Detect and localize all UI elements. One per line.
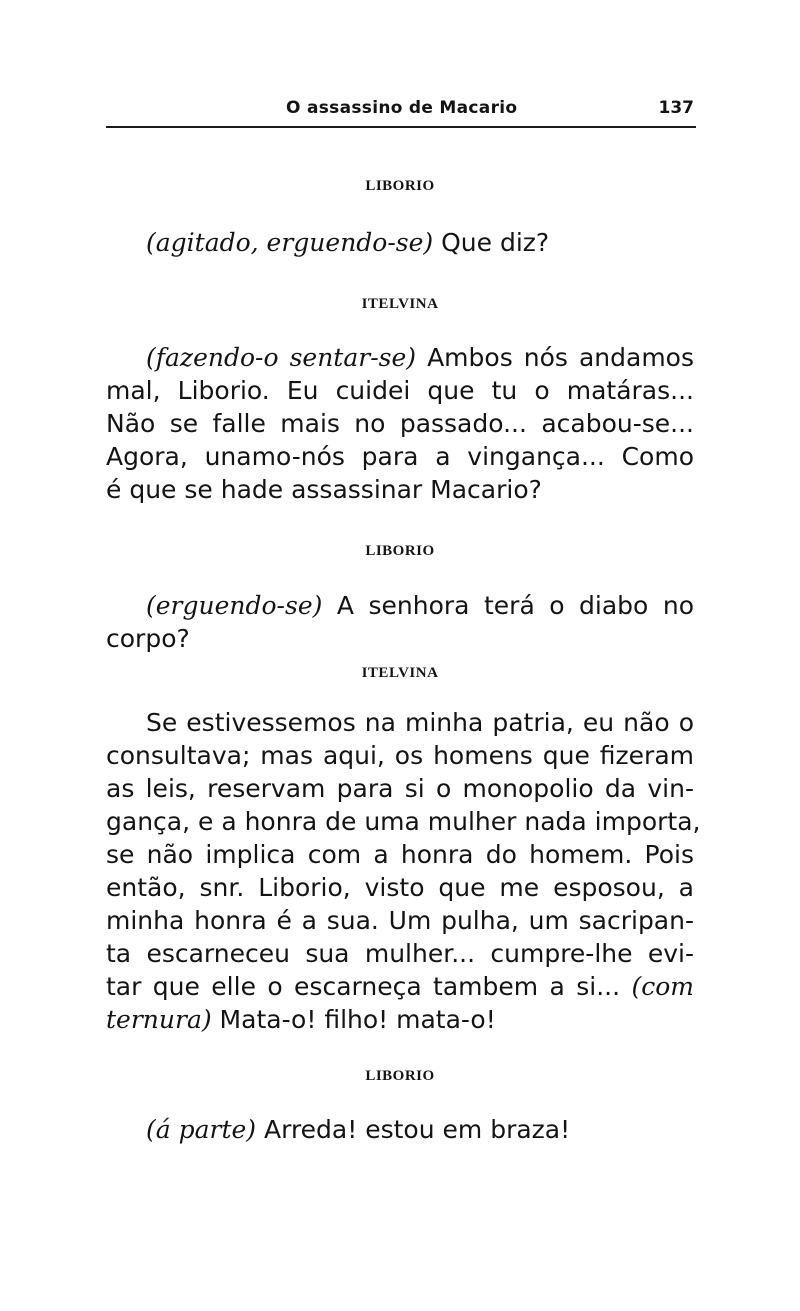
speech-line: mal, Liborio. Eu cuidei que tu o matáras...	[106, 376, 694, 405]
speech-text: Ambos nós andamos	[416, 343, 694, 372]
speech-line: então, snr. Liborio, visto que me esposou, a	[106, 873, 694, 902]
speech-line: minha honra é a sua. Um pulha, um sacripan-	[106, 906, 694, 935]
speech-block	[106, 589, 694, 655]
speech-line	[106, 970, 694, 1003]
stage-direction: (erguendo-se)	[146, 591, 323, 620]
speech-line: corpo?	[106, 624, 190, 653]
running-title: O assassino de Macario	[286, 98, 518, 118]
speech-line	[106, 1113, 694, 1146]
speech-line: é que se hade assassinar Macario?	[106, 475, 542, 504]
speaker-name: LIBORIO	[365, 1068, 435, 1084]
page-number: 137	[658, 98, 694, 118]
stage-direction: (com	[620, 972, 694, 1001]
speaker-name: LIBORIO	[365, 543, 435, 559]
speech-line: Se estivessemos na minha patria, eu não o	[146, 708, 694, 737]
speech-text: tar que elle o escarneça tambem a si...	[106, 972, 621, 1001]
stage-direction: (agitado, erguendo-se)	[146, 228, 434, 257]
speaker-name: ITELVINA	[361, 296, 439, 312]
speech-block	[106, 1113, 694, 1146]
speech-block	[106, 706, 701, 1036]
speech-line: consultava; mas aqui, os homens que fizeram	[106, 741, 694, 770]
speech-line: Agora, unamo-nós para a vingança... Como	[106, 442, 694, 471]
speaker-name: ITELVINA	[361, 665, 439, 681]
speech-line: gança, e a honra de uma mulher nada importa,	[106, 807, 701, 836]
stage-direction: (fazendo-o sentar-se)	[146, 343, 417, 372]
speech-line	[106, 1003, 694, 1036]
speech-line	[106, 589, 694, 622]
speech-text: Arreda! estou em braza!	[256, 1115, 571, 1144]
page-header	[106, 92, 696, 128]
speech-block	[106, 226, 694, 259]
speech-line	[106, 341, 694, 374]
speaker-name: LIBORIO	[365, 178, 435, 194]
speech-text: Que diz?	[433, 228, 550, 257]
speech-line: se não implica com a honra do homem. Pois	[106, 840, 694, 869]
speech-block	[106, 341, 694, 506]
stage-direction: ternura)	[106, 1005, 212, 1034]
speech-line	[106, 226, 694, 259]
stage-direction: (á parte)	[146, 1115, 257, 1144]
speech-line: ta escarneceu sua mulher... cumpre-lhe evi-	[106, 939, 694, 968]
speech-line: Não se falle mais no passado... acabou-se...	[106, 409, 694, 438]
speech-text: Mata-o! filho! mata-o!	[211, 1005, 496, 1034]
speech-text: A senhora terá o diabo no	[322, 591, 694, 620]
speech-line: as leis, reservam para si o monopolio da vin-	[106, 774, 694, 803]
